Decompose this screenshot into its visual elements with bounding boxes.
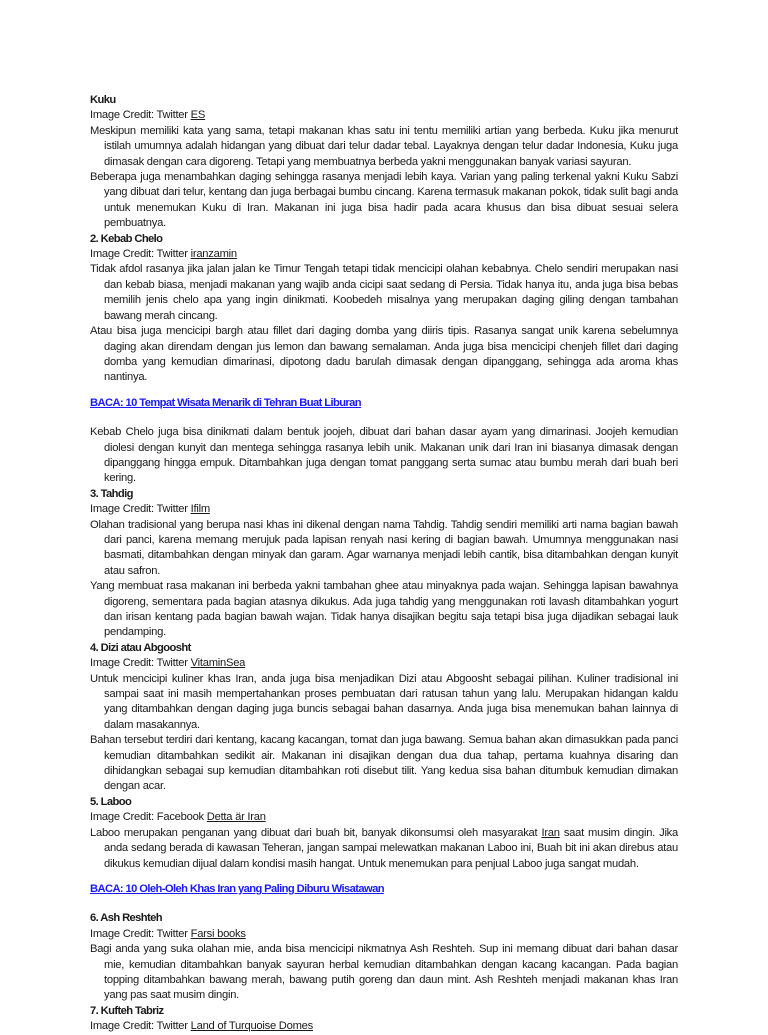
credit-link-kufteh[interactable]: Land of Turquoise Domes: [190, 1020, 313, 1033]
paragraph-dizi-2: Bahan tersebut terdiri dari kentang, kacang kacangan, tomat dan juga bawang. Semua bahan akan dimasukkan pada panci kemudian ditambahkan sedikit air. Makanan ini disajikan dengan dua dua tahap, pertama kuahnya disaring dan dihidangkan sebagai sup kemudian ditambahkan roti disebut tilit. Yang kedua sisa bahan ditumbuk kemudian dimakan dengan acar.: [90, 734, 678, 793]
credit-link-ash[interactable]: Farsi books: [190, 927, 246, 940]
article-body: [90, 93, 678, 1035]
paragraph-kebab-1: Tidak afdol rasanya jika jalan jalan ke Timur Tengah tetapi tidak mencicipi olahan kebabnya. Chelo sendiri merupakan nasi dan kebab biasa, menjadi makanan yang wajib anda cicipi saat sedang di Persia. Tidak hanya itu, anda juga bisa bebas memilih jenis chelo apa yang ingin dinikmati. Koobedeh misalnya yang merupakan daging giling dengan tambahan bawang merah cincang.: [90, 263, 678, 322]
image-credit-laboo: Image Credit: Facebook Detta är Iran: [90, 811, 266, 824]
paragraph-kebab-3: Kebab Chelo juga bisa dinikmati dalam bentuk joojeh, dibuat dari bahan dasar ayam yang dimarinasi. Joojeh kemudian diolesi dengan kunyit dan mentega sehingga rasanya lebih unik. Makanan unik dari Iran ini biasanya dimasak dengan dipanggang hingga empuk. Ditambahkan juga dengan tomat panggang serta sumac atau bumbu merah dari buah beri kering.: [90, 426, 678, 485]
inline-link-iran[interactable]: Iran: [541, 826, 560, 839]
paragraph-dizi-1: Untuk mencicipi kuliner khas Iran, anda juga bisa menjadikan Dizi atau Abgoosht sebagai pilihan. Kuliner tradisional ini sampai saat ini masih mempertahankan proses pembuatan dari ratusan tahun yang lalu. Merupakan hidangan kaldu yang ditambahkan dengan daging juga buncis sebagai bahan dasarnya. Anda juga bisa menemukan bahan lainnya di dalam masakannya.: [90, 672, 678, 731]
credit-link-kuku[interactable]: ES: [190, 109, 206, 122]
credit-link-dizi[interactable]: VitaminSea: [190, 657, 246, 670]
image-credit-tahdig: Image Credit: Twitter Ifilm: [90, 503, 210, 516]
section-title-laboo: 5. Laboo: [90, 795, 132, 808]
paragraph-kebab-2: Atau bisa juga mencicipi bargh atau fillet dari daging domba yang diiris tipis. Rasanya sangat unik karena sebelumnya daging akan direndam dengan jus lemon dan bawang semalaman. Anda juga bisa mencicipi chenjeh fillet dari daging domba yang kemudian dimarinasi, dipotong dadu barulah dimasak dengan dipanggang, sehingga ada aroma khas nantinya.: [90, 325, 678, 384]
credit-link-tahdig[interactable]: Ifilm: [190, 503, 210, 516]
image-credit-ash: Image Credit: Twitter Farsi books: [90, 927, 246, 940]
credit-link-kebab[interactable]: iranzamin: [190, 248, 237, 261]
paragraph-laboo-1: Laboo merupakan penganan yang dibuat dari buah bit, banyak dikonsumsi oleh masyarakat Iran saat musim dingin. Jika anda sedang berada di kawasan Teheran, jangan sampai melewatkan makanan Laboo ini, Buah bit ini akan direbus atau dikukus kemudian dijual dalam kondisi masih hangat. Untuk menemukan para penjual Laboo juga sangat mudah.: [90, 826, 678, 870]
credit-link-laboo[interactable]: Detta är Iran: [206, 811, 266, 824]
section-title-tahdig: 3. Tahdig: [90, 487, 133, 500]
paragraph-tahdig-1: Olahan tradisional yang berupa nasi khas ini dikenal dengan nama Tahdig. Tahdig sendiri memiliki arti nama bagian bawah dari panci, karena memang merujuk pada lapisan renyah nasi kering di bagian bawah. Umumnya menggunakan nasi basmati, ditambahkan dengan minyak dan garam. Agar warnanya menjadi lebih cantik, bisa ditambahkan dengan kunyit atau safron.: [90, 518, 678, 577]
section-title-kufteh: 7. Kufteh Tabriz: [90, 1004, 164, 1017]
baca-link-oleh-oleh[interactable]: BACA: 10 Oleh-Oleh Khas Iran yang Paling Diburu Wisatawan: [90, 882, 384, 895]
image-credit-kuku: Image Credit: Twitter ES: [90, 109, 206, 122]
image-credit-dizi: Image Credit: Twitter VitaminSea: [90, 657, 246, 670]
section-title-kuku: Kuku: [90, 94, 116, 106]
section-title-kebab: 2. Kebab Chelo: [90, 232, 163, 245]
image-credit-kufteh: Image Credit: Twitter Land of Turquoise Domes: [90, 1020, 313, 1033]
baca-link-tehran[interactable]: BACA: 10 Tempat Wisata Menarik di Tehran Buat Liburan: [90, 396, 362, 409]
section-title-ash: 6. Ash Reshteh: [90, 912, 163, 925]
paragraph-tahdig-2: Yang membuat rasa makanan ini berbeda yakni tambahan ghee atau minyaknya pada wajan. Sehingga lapisan bawahnya digoreng, sementara pada bagian atasnya dikukus. Ada juga tahdig yang menggunakan roti lavash ditambahkan yogurt dan irisan kentang pada bagian bawah wajan. Tidak hanya disajikan begitu saja tetapi bisa juga dijadikan sebagai lauk pendamping.: [90, 580, 678, 639]
image-credit-kebab: Image Credit: Twitter iranzamin: [90, 248, 237, 261]
paragraph-kuku-2: Beberapa juga menambahkan daging sehingga rasanya menjadi lebih kaya. Varian yang paling terkenal yakni Kuku Sabzi yang dibuat dari telur, kentang dan juga berbagai bumbu cincang. Karena termasuk makanan pokok, tidak sulit bagi anda untuk menemukan Kuku di Iran. Makanan ini juga bisa hadir pada acara khusus dan bisa dibuat sesuai selera pembuatnya.: [90, 171, 678, 230]
paragraph-ash-1: Bagi anda yang suka olahan mie, anda bisa mencicipi nikmatnya Ash Reshteh. Sup ini memang dibuat dari bahan dasar mie, kemudian ditambahkan banyak sayuran herbal kemudian ditambahkan dengan kacang kacangan. Pada bagian topping ditambahkan bawang merah, bawang putih goreng dan daun mint. Ash Reshteh menjadi makanan khas Iran yang pas saat musim dingin.: [90, 943, 678, 1002]
section-title-dizi: 4. Dizi atau Abgoosht: [90, 641, 191, 654]
paragraph-kuku-1: Meskipun memiliki kata yang sama, tetapi makanan khas satu ini tentu memiliki artian yang berbeda. Kuku jika menurut istilah umumnya adalah hidangan yang dibuat dari telur dadar tebal. Layaknya dengan telur dadar Indonesia, Kuku juga dimasak dengan cara digoreng. Tetapi yang membuatnya berbeda yakni menggunakan banyak variasi sayuran.: [90, 124, 678, 168]
